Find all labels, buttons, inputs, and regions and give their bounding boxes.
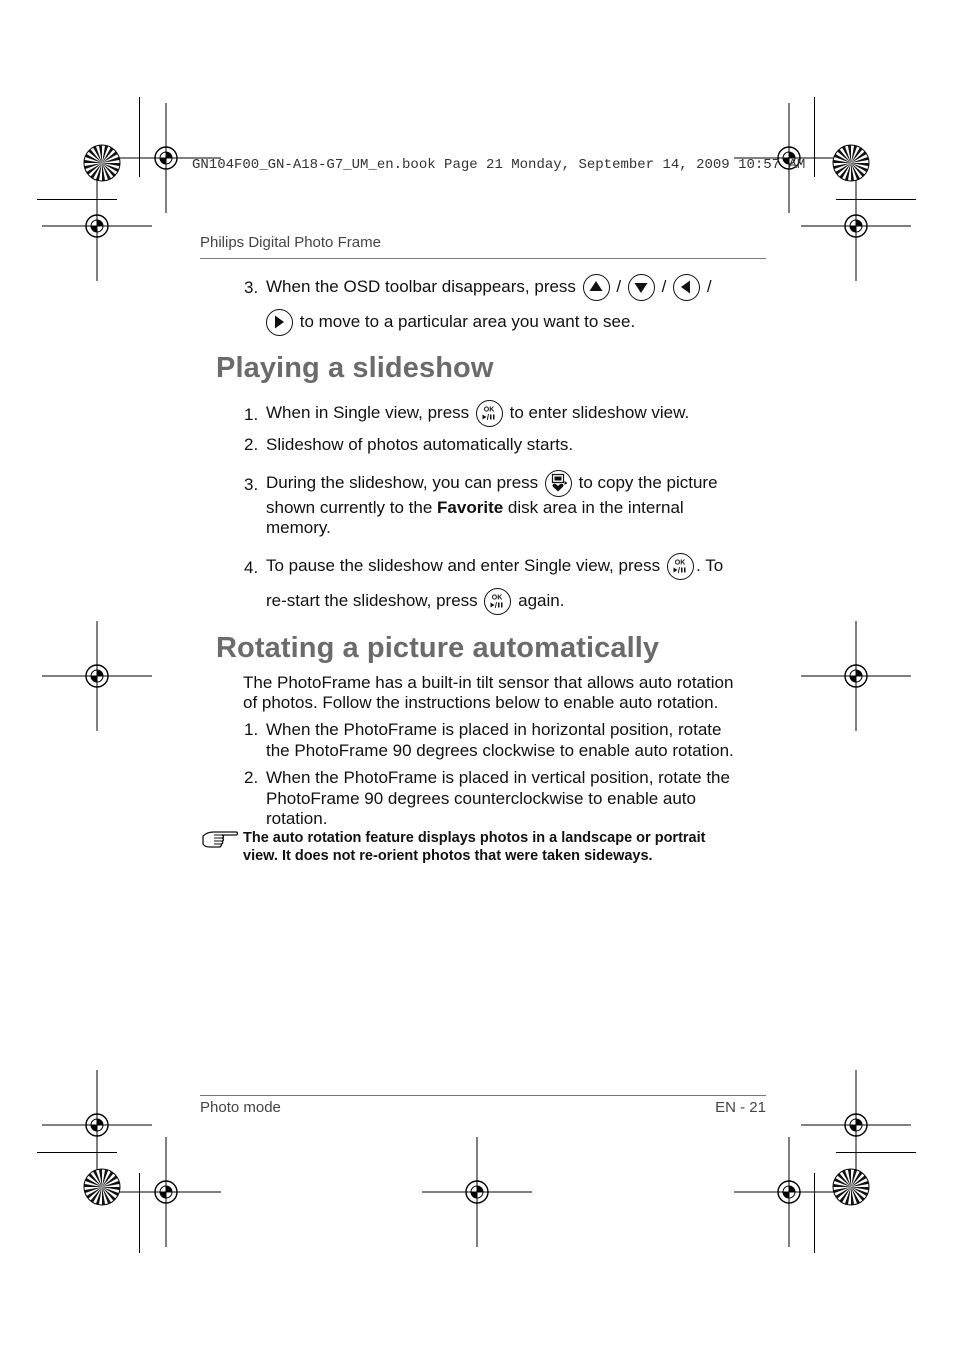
note-line2: view. It does not re-orient photos that were taken sideways.: [243, 848, 653, 864]
registration-target-icon: [42, 1070, 152, 1180]
slideshow-step-3-line2: shown currently to the Favorite disk area in the internal: [266, 498, 684, 517]
auto-rotate-intro-line2: of photos. Follow the instructions below to enable auto rotation.: [243, 693, 719, 712]
slideshow-step-1: When in Single view, press OK to enter slideshow view.: [266, 400, 689, 427]
slideshow-step-3-line3: memory.: [266, 518, 331, 537]
slideshow-step-3-line1: During the slideshow, you can press to copy the picture: [266, 470, 718, 497]
footer-section-name: Photo mode: [200, 1099, 281, 1116]
print-slug: GN104F00_GN-A18-G7_UM_en.book Page 21 Monday, September 14, 2009 10:57 AM: [192, 157, 806, 173]
section-heading-auto-rotate: Rotating a picture automatically: [216, 632, 660, 664]
registration-target-icon: [422, 1137, 532, 1247]
running-head: Philips Digital Photo Frame: [200, 234, 381, 251]
svg-text:OK: OK: [492, 594, 503, 602]
step-number: 3.: [244, 475, 259, 494]
rotate-step-1-line2: the PhotoFrame 90 degrees clockwise to enable auto rotation.: [266, 741, 734, 760]
registration-target-icon: [801, 1070, 911, 1180]
rotate-step-2-line1: When the PhotoFrame is placed in vertical position, rotate the: [266, 768, 730, 787]
registration-target-icon: [801, 171, 911, 281]
registration-target-icon: [42, 171, 152, 281]
right-arrow-button-icon: [266, 309, 293, 336]
favorite-term: Favorite: [437, 498, 504, 517]
rotate-step-1-line1: When the PhotoFrame is placed in horizontal position, rotate: [266, 720, 722, 739]
star-target-icon: [833, 1169, 869, 1205]
down-arrow-button-icon: [628, 274, 655, 301]
favorite-copy-button-icon: [545, 470, 572, 497]
svg-text:OK: OK: [483, 406, 495, 414]
auto-rotate-intro-line1: The PhotoFrame has a built-in tilt sensor that allows auto rotation: [243, 673, 734, 692]
step-number: 2.: [244, 435, 259, 454]
page-number: EN - 21: [715, 1099, 766, 1116]
ok-play-pause-button-icon: [484, 588, 511, 615]
registration-target-icon: [801, 621, 911, 731]
svg-text:OK: OK: [674, 559, 686, 567]
up-arrow-button-icon: [583, 274, 610, 301]
rotate-step-2-line3: rotation.: [266, 809, 328, 828]
slideshow-step-4-line1: To pause the slideshow and enter Single view, press OK . To: [266, 553, 723, 580]
step-number: 3.: [244, 278, 259, 297]
pointing-hand-icon: [200, 828, 240, 850]
step-number: 1.: [244, 720, 259, 739]
step-number: 2.: [244, 768, 259, 787]
rotate-step-2-line2: PhotoFrame 90 degrees counterclockwise to enable auto: [266, 789, 696, 808]
ok-play-pause-button-icon: [476, 400, 503, 427]
step-number: 4.: [244, 558, 259, 577]
left-arrow-button-icon: [673, 274, 700, 301]
ok-play-pause-button-icon: [667, 553, 694, 580]
slideshow-step-2: Slideshow of photos automatically starts.: [266, 435, 574, 454]
section-heading-slideshow: Playing a slideshow: [216, 352, 494, 384]
header-rule: [200, 258, 766, 259]
intro-step-line1: When the OSD toolbar disappears, press / / /: [266, 274, 712, 301]
step-number: 1.: [244, 405, 259, 424]
star-target-icon: [833, 145, 869, 181]
registration-target-icon: [734, 1137, 844, 1247]
note-line1: The auto rotation feature displays photos in a landscape or portrait: [243, 830, 706, 846]
intro-step-line2: to move to a particular area you want to see.: [266, 309, 635, 336]
footer-rule: [200, 1095, 766, 1096]
star-target-icon: [84, 1169, 120, 1205]
star-target-icon: [84, 145, 120, 181]
registration-target-icon: [42, 621, 152, 731]
registration-target-icon: [111, 1137, 221, 1247]
slideshow-step-4-line2: re-start the slideshow, press OK again.: [266, 588, 564, 615]
